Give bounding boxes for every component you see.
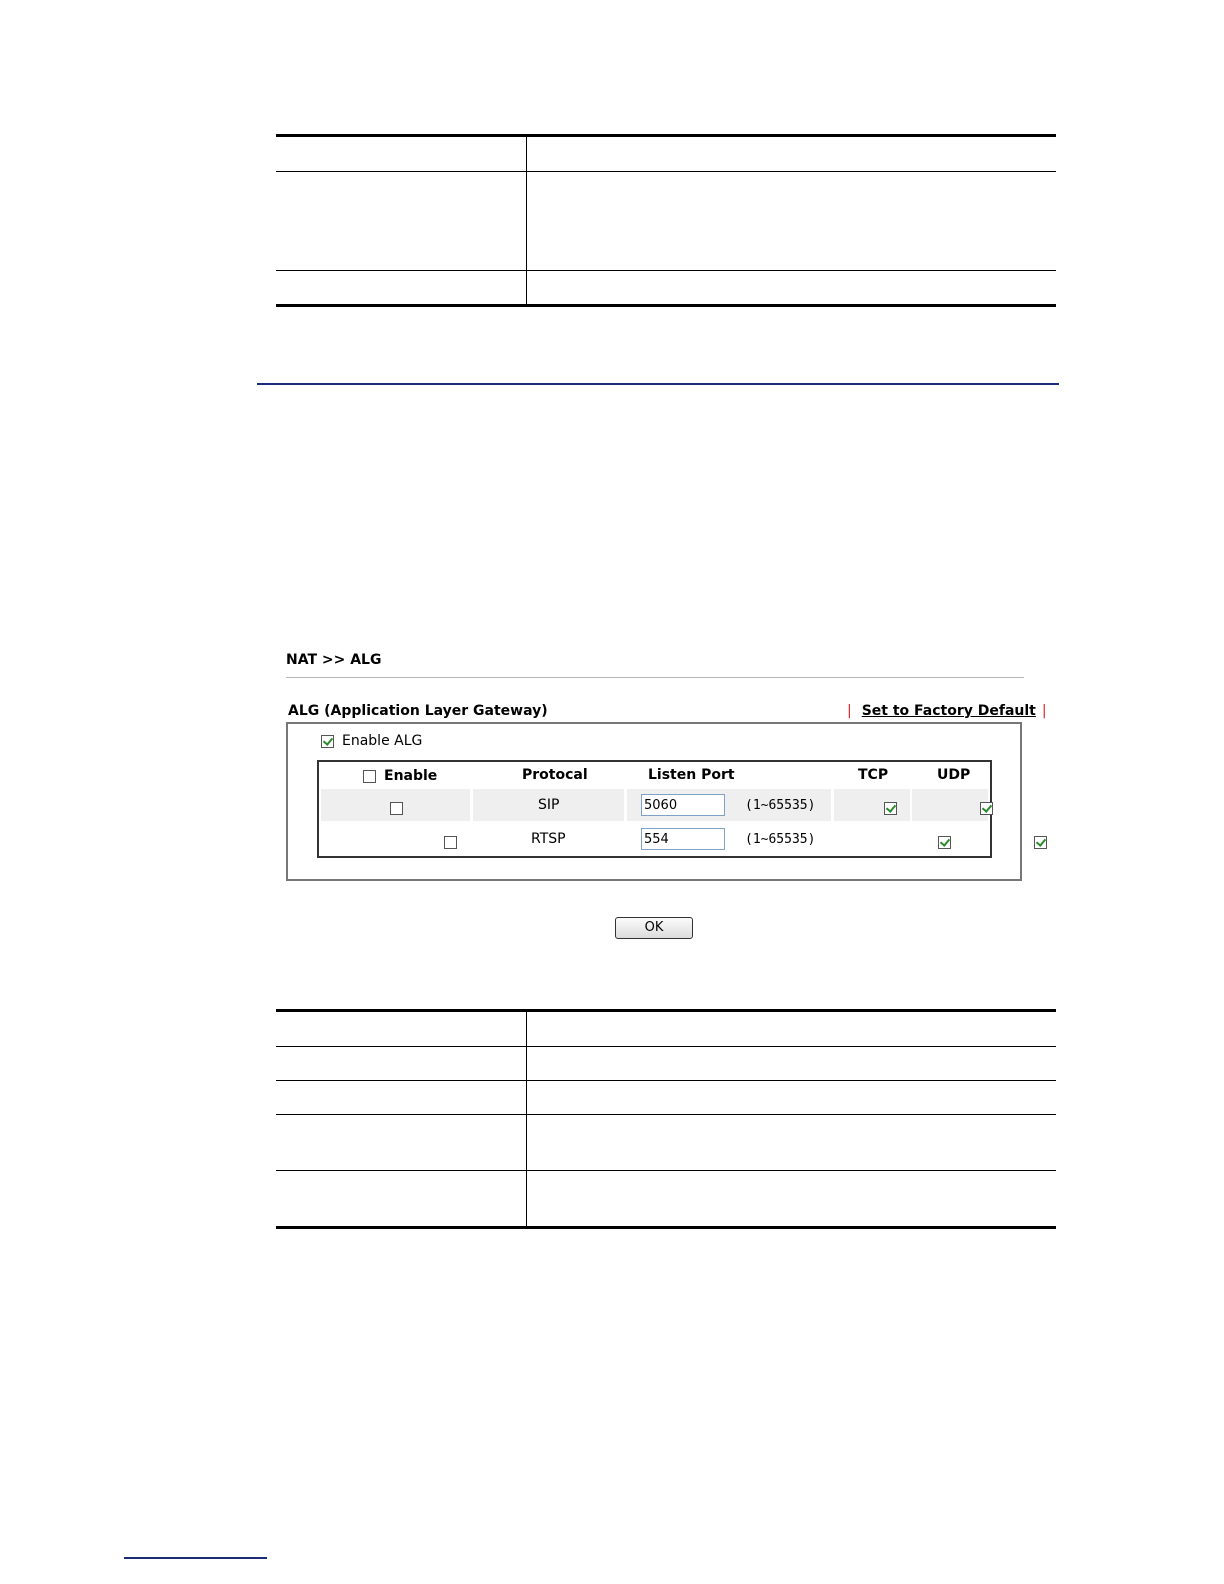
row-cell-bg	[834, 789, 910, 821]
footer-divider	[124, 1557, 267, 1559]
header-udp: UDP	[937, 767, 971, 783]
enable-alg-option[interactable]	[321, 733, 422, 749]
header-tcp: TCP	[858, 767, 889, 783]
sip-enable-checkbox[interactable]	[390, 802, 403, 815]
rtsp-port-range: (1~65535)	[745, 832, 816, 847]
header-listen-port: Listen Port	[648, 767, 735, 783]
breadcrumb: NAT >> ALG	[286, 652, 382, 668]
pipe-separator: |	[1041, 703, 1047, 719]
sip-port-range: (1~65535)	[745, 798, 816, 813]
select-all-checkbox[interactable]	[363, 770, 376, 783]
set-factory-default-link[interactable]: Set to Factory Default	[861, 703, 1036, 719]
sip-tcp-checkbox[interactable]	[884, 802, 897, 815]
header-protocol: Protocal	[522, 767, 588, 783]
table-row	[276, 1081, 1056, 1115]
bottom-description-table	[276, 1009, 1056, 1229]
table-row	[276, 1171, 1056, 1228]
enable-alg-label: Enable ALG	[342, 733, 423, 749]
enable-alg-checkbox[interactable]	[321, 735, 334, 748]
sip-udp-checkbox[interactable]	[980, 802, 993, 815]
rtsp-enable-checkbox[interactable]	[444, 836, 457, 849]
section-divider	[257, 383, 1059, 385]
rtsp-tcp-checkbox[interactable]	[938, 836, 951, 849]
header-enable[interactable]	[363, 768, 437, 784]
rtsp-port-input[interactable]	[641, 828, 725, 850]
section-title: ALG (Application Layer Gateway)	[288, 703, 548, 719]
table-row	[276, 271, 1056, 306]
ok-button[interactable]: OK	[615, 917, 693, 939]
rtsp-udp-checkbox[interactable]	[1034, 836, 1047, 849]
table-row	[276, 1047, 1056, 1081]
sip-port-input[interactable]	[641, 794, 725, 816]
table-row	[276, 1011, 1056, 1047]
table-row	[276, 1115, 1056, 1171]
pipe-separator: |	[847, 703, 852, 719]
breadcrumb-divider	[286, 677, 1024, 678]
sip-protocol: SIP	[538, 797, 560, 813]
factory-default-area	[847, 703, 1047, 719]
table-row	[276, 136, 1056, 172]
table-row	[276, 172, 1056, 271]
row-cell-bg	[912, 789, 988, 821]
rtsp-protocol: RTSP	[531, 831, 566, 847]
top-description-table	[276, 134, 1056, 307]
header-enable-label: Enable	[384, 768, 438, 784]
